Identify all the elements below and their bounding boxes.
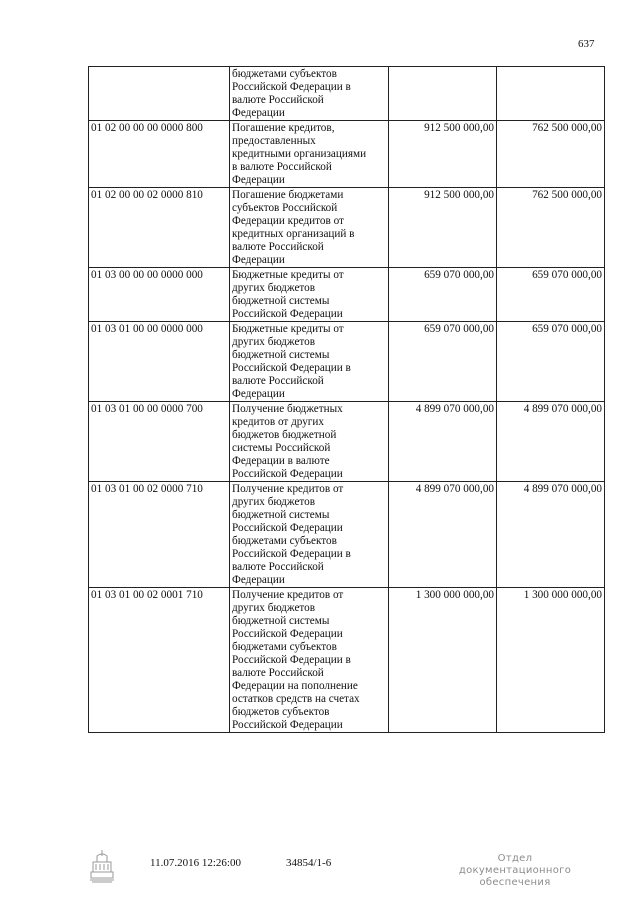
code-cell: 01 03 01 00 02 0000 710 (89, 482, 230, 588)
value-2017-cell: 4 899 070 000,00 (497, 482, 605, 588)
table-row (89, 482, 605, 588)
value-2017-cell (497, 67, 605, 121)
footer-department-stamp (440, 853, 590, 889)
value-2016-cell: 4 899 070 000,00 (389, 402, 497, 482)
description-cell: Бюджетные кредиты от других бюджетов бюджетной системы Российской Федерации (230, 268, 389, 322)
table-row (89, 268, 605, 322)
emblem-icon (88, 848, 116, 884)
value-2016-cell: 912 500 000,00 (389, 121, 497, 188)
value-2016-cell (389, 67, 497, 121)
table-body (89, 67, 605, 733)
description-cell: Бюджетные кредиты от других бюджетов бюджетной системы Российской Федерации в валюте Российской Федерации (230, 322, 389, 402)
table-row (89, 402, 605, 482)
description-cell: Получение кредитов от других бюджетов бюджетной системы Российской Федерации бюджетами субъектов Российской Федерации в валюте Российской Федерации (230, 482, 389, 588)
value-2017-cell: 762 500 000,00 (497, 188, 605, 268)
code-cell: 01 03 01 00 00 0000 000 (89, 322, 230, 402)
footer-department-line-1: Отдел документационного (458, 853, 572, 876)
footer-document-number: 34854/1-6 (286, 857, 332, 869)
value-2016-cell: 912 500 000,00 (389, 188, 497, 268)
value-2016-cell: 4 899 070 000,00 (389, 482, 497, 588)
footer-department-line-2: обеспечения (479, 877, 551, 888)
description-cell: бюджетами субъектов Российской Федерации в валюте Российской Федерации (230, 67, 389, 121)
page-number: 637 (578, 38, 595, 50)
table-row (89, 67, 605, 121)
table-row (89, 588, 605, 733)
table-row (89, 121, 605, 188)
table-row (89, 322, 605, 402)
value-2016-cell: 1 300 000 000,00 (389, 588, 497, 733)
value-2017-cell: 762 500 000,00 (497, 121, 605, 188)
code-cell (89, 67, 230, 121)
code-cell: 01 03 01 00 00 0000 700 (89, 402, 230, 482)
code-cell: 01 03 00 00 00 0000 000 (89, 268, 230, 322)
value-2017-cell: 659 070 000,00 (497, 268, 605, 322)
code-cell: 01 02 00 00 00 0000 800 (89, 121, 230, 188)
value-2016-cell: 659 070 000,00 (389, 322, 497, 402)
value-2017-cell: 4 899 070 000,00 (497, 402, 605, 482)
code-cell: 01 02 00 00 02 0000 810 (89, 188, 230, 268)
description-cell: Погашение бюджетами субъектов Российской Федерации кредитов от кредитных организаций в валюте Российской Федерации (230, 188, 389, 268)
description-cell: Погашение кредитов, предоставленных кредитными организациями в валюте Российской Федерации (230, 121, 389, 188)
value-2017-cell: 1 300 000 000,00 (497, 588, 605, 733)
footer-timestamp: 11.07.2016 12:26:00 (150, 857, 241, 869)
table-row (89, 188, 605, 268)
budget-sources-table (88, 66, 605, 733)
description-cell: Получение кредитов от других бюджетов бюджетной системы Российской Федерации бюджетами субъектов Российской Федерации в валюте Российской Федерации на пополнение остатков средств на счетах бюджетов субъектов Российской Федерации (230, 588, 389, 733)
description-cell: Получение бюджетных кредитов от других бюджетов бюджетной системы Российской Федерации в валюте Российской Федерации (230, 402, 389, 482)
code-cell: 01 03 01 00 02 0001 710 (89, 588, 230, 733)
value-2017-cell: 659 070 000,00 (497, 322, 605, 402)
value-2016-cell: 659 070 000,00 (389, 268, 497, 322)
